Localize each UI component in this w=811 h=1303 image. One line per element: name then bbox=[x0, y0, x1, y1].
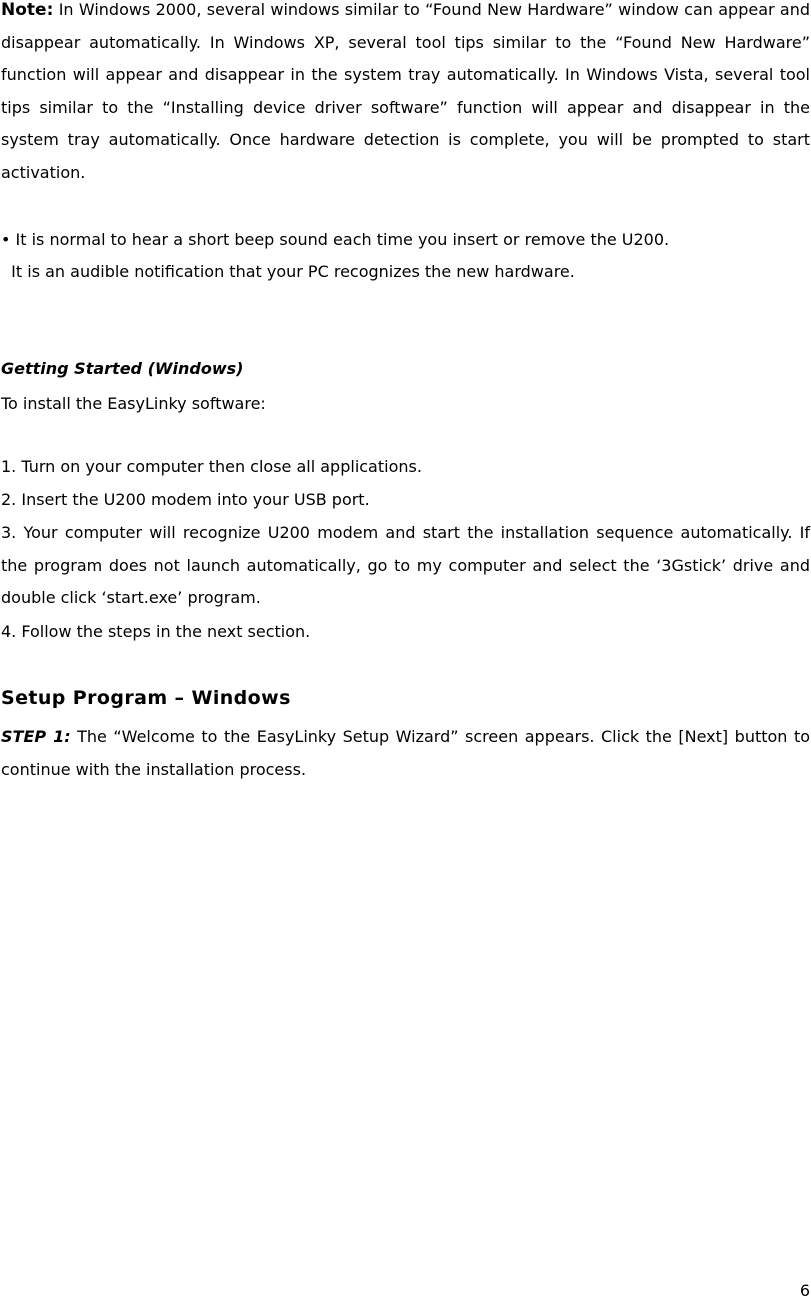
step-item-2: 2. Insert the U200 modem into your USB port. bbox=[1, 490, 370, 509]
step-item-4: 4. Follow the steps in the next section. bbox=[1, 622, 311, 641]
note-text: In Windows 2000, several windows similar to “Found New Hardware” window can appear and disappear automatically. In Windows XP, several tool tips similar to the “Found New Hardware” function will appear and disappear in the system tray automatically. In Windows Vista, several tool tips similar to the “Installing device driver software” function will appear and disappear in the system tray automatically. Once hardware detection is complete, you will be prompted to start activation. bbox=[1, 0, 810, 182]
step-item-3: 3. Your computer will recognize U200 modem and start the installation sequence automatically. If the program does not launch automatically, go to my computer and select the ‘3Gstick’ drive and double click ‘start.exe’ program. bbox=[1, 523, 810, 608]
step-1-text: The “Welcome to the EasyLinky Setup Wizard” screen appears. Click the [Next] button to continue with the installation process. bbox=[1, 727, 811, 779]
note-label: Note: bbox=[1, 0, 54, 20]
setup-step-1 bbox=[1, 721, 810, 786]
page-number: 6 bbox=[799, 1281, 810, 1300]
setup-heading: Setup Program – Windows bbox=[1, 687, 291, 709]
step-1-label: STEP 1: bbox=[1, 727, 71, 746]
getting-started-intro: To install the EasyLinky software: bbox=[1, 394, 266, 413]
beep-line-2: It is an audible notification that your PC recognizes the new hardware. bbox=[1, 262, 575, 281]
beep-line-1: • It is normal to hear a short beep sound each time you insert or remove the U200. bbox=[1, 230, 670, 249]
step-item-1: 1. Turn on your computer then close all applications. bbox=[1, 457, 422, 476]
getting-started-heading: Getting Started (Windows) bbox=[1, 359, 244, 378]
note-paragraph bbox=[1, 0, 810, 190]
